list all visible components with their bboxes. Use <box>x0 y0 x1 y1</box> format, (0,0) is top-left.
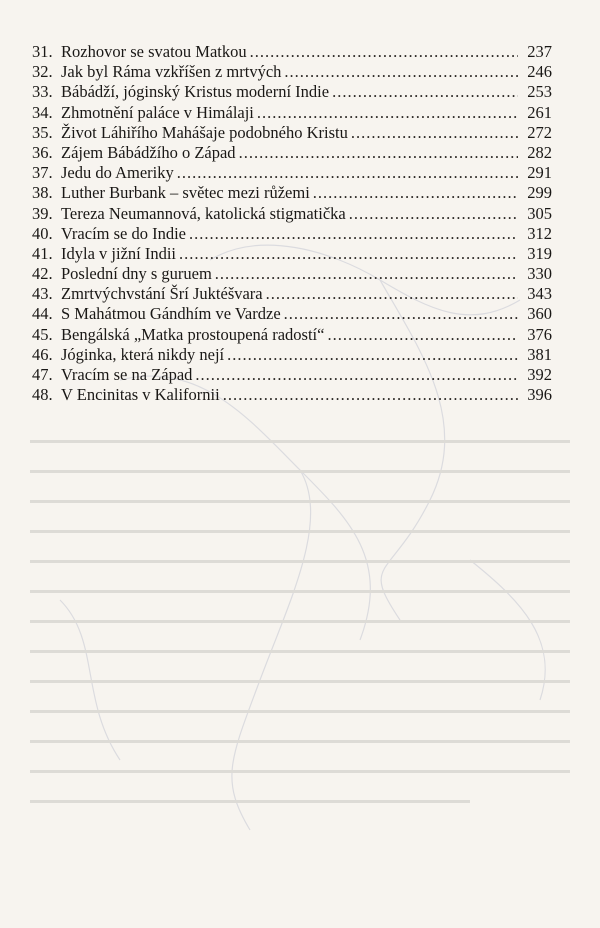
toc-entry-number: 48. <box>32 385 53 405</box>
toc-entry-number: 40. <box>32 223 53 243</box>
toc-dot-leader <box>327 325 518 345</box>
toc-entry-number: 44. <box>32 304 53 324</box>
toc-entry-title: Vracím se do Indie <box>61 223 187 243</box>
toc-dot-leader <box>223 385 518 405</box>
toc-dot-leader <box>195 365 518 385</box>
toc-entry-page-number: 237 <box>527 42 552 61</box>
toc-dot-leader <box>250 42 518 62</box>
toc-entry-page-number: 396 <box>527 385 552 405</box>
toc-entry <box>32 244 552 264</box>
toc-entry <box>32 82 552 102</box>
toc-entry <box>32 385 552 405</box>
toc-entry-number: 35. <box>32 122 53 142</box>
toc-entry-title: Zmrtvýchvstání Šrí Juktéšvara <box>61 284 263 304</box>
toc-dot-leader <box>351 123 518 143</box>
toc-entry-page-number: 272 <box>527 122 552 142</box>
toc-dot-leader <box>215 264 518 284</box>
toc-entry-number: 47. <box>32 365 53 384</box>
toc-entry <box>32 62 552 82</box>
toc-entry-number: 43. <box>32 284 53 304</box>
toc-entry-page-number: 343 <box>527 284 552 304</box>
toc-dot-leader <box>313 183 518 203</box>
toc-entry-title: Bengálská „Matka prostoupená radostí“ <box>61 324 325 344</box>
toc-dot-leader <box>189 224 518 244</box>
toc-entry-number: 32. <box>32 62 53 82</box>
toc-dot-leader <box>349 204 518 224</box>
toc-entry <box>32 103 552 123</box>
toc-entry-page-number: 291 <box>527 163 552 183</box>
toc-entry-title: Poslední dny s guruem <box>61 264 212 284</box>
toc-entry <box>32 325 552 345</box>
toc-entry-number: 34. <box>32 102 53 122</box>
toc-entry-page-number: 299 <box>527 183 552 203</box>
toc-dot-leader <box>284 62 518 82</box>
toc-entry-page-number: 376 <box>527 324 552 344</box>
toc-entry-title: V Encinitas v Kalifornii <box>61 385 220 405</box>
toc-entry <box>32 224 552 244</box>
toc-entry <box>32 42 552 62</box>
toc-entry-number: 36. <box>32 142 53 162</box>
toc-entry-page-number: 282 <box>527 142 552 162</box>
toc-dot-leader <box>227 345 518 365</box>
toc-entry-page-number: 312 <box>527 223 552 243</box>
toc-entry <box>32 204 552 224</box>
toc-entry-page-number: 392 <box>527 365 552 384</box>
toc-entry-title: Bábádží, jóginský Kristus moderní Indie <box>61 82 330 102</box>
toc-dot-leader <box>266 284 518 304</box>
toc-entry-title: Jak byl Ráma vzkříšen z mrtvých <box>61 62 282 82</box>
toc-entry <box>32 345 552 365</box>
toc-entry <box>32 365 552 385</box>
toc-entry-number: 31. <box>32 42 53 61</box>
toc-entry-title: Rozhovor se svatou Matkou <box>61 42 247 61</box>
toc-dot-leader <box>177 163 518 183</box>
table-of-contents <box>32 42 552 405</box>
toc-entry <box>32 123 552 143</box>
toc-entry-page-number: 381 <box>527 344 552 364</box>
toc-entry <box>32 284 552 304</box>
toc-dot-leader <box>257 103 518 123</box>
toc-entry <box>32 304 552 324</box>
toc-entry-title: Jóginka, která nikdy nejí <box>61 344 225 364</box>
toc-entry-number: 42. <box>32 264 53 284</box>
toc-entry-page-number: 305 <box>527 203 552 223</box>
toc-entry-number: 45. <box>32 324 53 344</box>
toc-entry-number: 38. <box>32 183 53 203</box>
toc-entry <box>32 183 552 203</box>
toc-dot-leader <box>179 244 518 264</box>
toc-entry-title: Jedu do Ameriky <box>61 163 174 183</box>
toc-entry-page-number: 253 <box>527 82 552 102</box>
toc-entry-title: Zájem Bábádžího o Západ <box>61 142 236 162</box>
toc-entry-number: 33. <box>32 82 53 102</box>
toc-entry-number: 46. <box>32 344 53 364</box>
toc-entry-number: 39. <box>32 203 53 223</box>
toc-entry-title: Zhmotnění paláce v Himálaji <box>61 102 254 122</box>
toc-entry-page-number: 360 <box>527 304 552 324</box>
toc-dot-leader <box>284 304 518 324</box>
toc-entry <box>32 163 552 183</box>
toc-entry <box>32 143 552 163</box>
toc-entry-page-number: 246 <box>527 62 552 82</box>
toc-entry-number: 37. <box>32 163 53 183</box>
toc-entry-title: Život Láhiřího Mahášaje podobného Kristu <box>61 122 348 142</box>
toc-entry-title: Tereza Neumannová, katolická stigmatička <box>61 203 346 223</box>
toc-entry-title: S Mahátmou Gándhím ve Vardze <box>61 304 281 324</box>
toc-dot-leader <box>239 143 518 163</box>
toc-entry-page-number: 319 <box>527 243 552 263</box>
toc-entry-title: Vracím se na Západ <box>61 365 193 384</box>
toc-dot-leader <box>332 82 518 102</box>
toc-entry <box>32 264 552 284</box>
toc-entry-title: Idyla v jižní Indii <box>61 243 177 263</box>
toc-entry-title: Luther Burbank – světec mezi růžemi <box>61 183 310 203</box>
toc-list <box>32 42 552 405</box>
toc-entry-number: 41. <box>32 243 53 263</box>
toc-entry-page-number: 330 <box>527 264 552 284</box>
toc-entry-page-number: 261 <box>527 102 552 122</box>
